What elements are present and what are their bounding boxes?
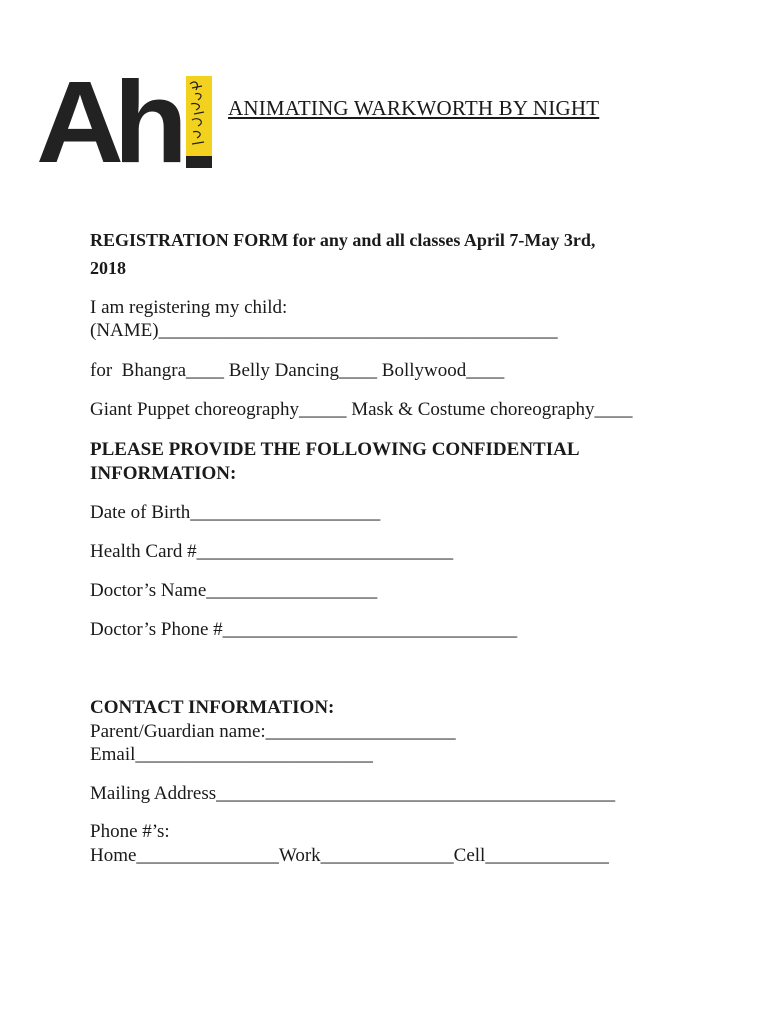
health-card-field[interactable]: Health Card #___________________________ bbox=[90, 541, 454, 562]
classes-row-1[interactable]: for Bhangra____ Belly Dancing____ Bollywood____ bbox=[90, 360, 505, 381]
confidential-heading-line1: PLEASE PROVIDE THE FOLLOWING CONFIDENTIAL bbox=[90, 439, 580, 460]
ah-logo bbox=[36, 57, 216, 187]
guardian-name-field[interactable]: Parent/Guardian name:____________________ bbox=[90, 721, 456, 742]
doctor-phone-field[interactable]: Doctor’s Phone #_______________________________ bbox=[90, 619, 518, 640]
registration-form-title bbox=[90, 226, 690, 282]
logo-ah-text: Ah bbox=[36, 57, 178, 187]
phones-label: Phone #’s: bbox=[90, 821, 170, 842]
logo-arts-heritage-culture-badge bbox=[186, 76, 212, 168]
page-title: ANIMATING WARKWORTH BY NIGHT bbox=[228, 96, 600, 120]
registration-title-line1: REGISTRATION FORM for any and all classes April 7-May 3rd, bbox=[90, 230, 596, 250]
contact-heading: CONTACT INFORMATION: bbox=[90, 697, 335, 718]
phone-numbers-fields[interactable]: Home_______________Work______________Cell_____________ bbox=[90, 845, 609, 866]
classes-row-2[interactable]: Giant Puppet choreography_____ Mask & Costume choreography____ bbox=[90, 399, 633, 420]
email-field[interactable]: Email_________________________ bbox=[90, 744, 373, 765]
logo-badge-script bbox=[186, 76, 212, 156]
child-name-field[interactable]: (NAME)__________________________________________ bbox=[90, 320, 558, 341]
mailing-address-field[interactable]: Mailing Address__________________________________________ bbox=[90, 783, 616, 804]
confidential-heading-line2: INFORMATION: bbox=[90, 463, 237, 484]
date-of-birth-field[interactable]: Date of Birth____________________ bbox=[90, 502, 381, 523]
child-intro: I am registering my child: bbox=[90, 297, 288, 318]
registration-title-line2: 2018 bbox=[90, 258, 126, 278]
doctor-name-field[interactable]: Doctor’s Name__________________ bbox=[90, 580, 378, 601]
